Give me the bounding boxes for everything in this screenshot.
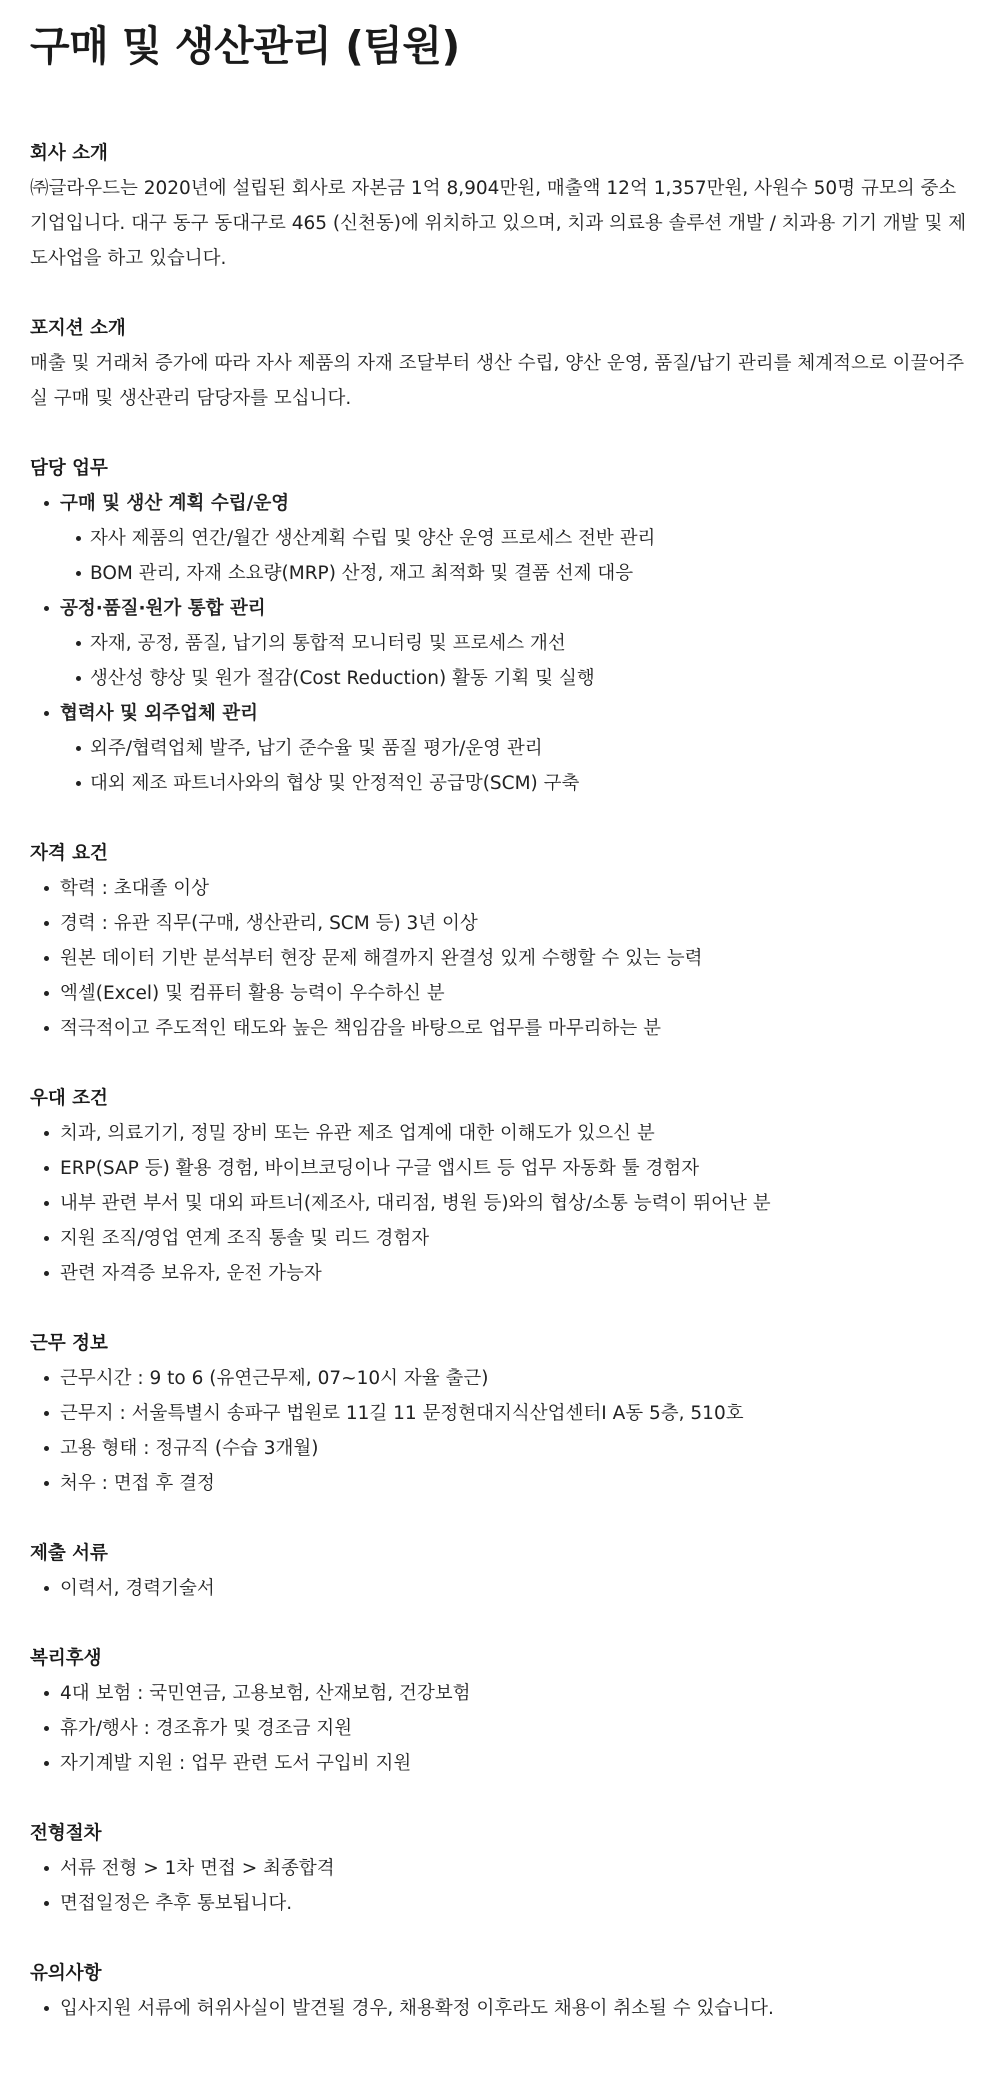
notes-section: [30, 1956, 971, 2026]
list-item: 원본 데이터 기반 분석부터 현장 문제 해결까지 완결성 있게 수행할 수 있는 능력: [30, 941, 971, 976]
work-heading: 근무 정보: [30, 1333, 108, 1354]
duties-section: [30, 451, 971, 801]
list-item: 자재, 공정, 품질, 납기의 통합적 모니터링 및 프로세스 개선: [60, 626, 971, 661]
documents-heading: 제출 서류: [30, 1543, 108, 1564]
list-item: 외주/협력업체 발주, 납기 준수율 및 품질 평가/운영 관리: [60, 731, 971, 766]
list-item: 내부 관련 부서 및 대외 파트너(제조사, 대리점, 병원 등)와의 협상/소통 능력이 뛰어난 분: [30, 1186, 971, 1221]
list-item: 입사지원 서류에 허위사실이 발견될 경우, 채용확정 이후라도 채용이 취소될 수 있습니다.: [30, 1991, 971, 2026]
list-item: 이력서, 경력기술서: [30, 1571, 971, 1606]
duties-heading: 담당 업무: [30, 458, 108, 479]
requirements-list: [30, 871, 971, 1046]
page-title: 구매 및 생산관리 (팀원): [30, 22, 460, 70]
benefits-heading: 복리후생: [30, 1648, 102, 1669]
company-text: ㈜글라우드는 2020년에 설립된 회사로 자본금 1억 8,904만원, 매출액 12억 1,357만원, 사원수 50명 규모의 중소기업입니다. 대구 동구 동대구로 465 (신천동)에 위치하고 있으며, 치과 의료용 솔루션 개발 / 치과용 기기 개발 및 제도사업을 하고 있습니다.: [30, 178, 967, 269]
duty-group: [30, 696, 971, 801]
duty-sublist: [60, 731, 971, 801]
list-item: 4대 보험 : 국민연금, 고용보험, 산재보험, 건강보험: [30, 1676, 971, 1711]
documents-section: [30, 1536, 971, 1606]
duty-group: [30, 591, 971, 696]
company-heading: 회사 소개: [30, 143, 108, 164]
process-section: [30, 1816, 971, 1921]
list-item: 치과, 의료기기, 정밀 장비 또는 유관 제조 업계에 대한 이해도가 있으신 분: [30, 1116, 971, 1151]
work-section: [30, 1326, 971, 1501]
notes-heading: 유의사항: [30, 1963, 102, 1984]
list-item: 경력 : 유관 직무(구매, 생산관리, SCM 등) 3년 이상: [30, 906, 971, 941]
documents-list: [30, 1571, 971, 1606]
list-item: 지원 조직/영업 연계 조직 통솔 및 리드 경험자: [30, 1221, 971, 1256]
duties-list: [30, 486, 971, 801]
duty-group: [30, 486, 971, 591]
list-item: 근무지 : 서울특별시 송파구 법원로 11길 11 문정현대지식산업센터I A동 5층, 510호: [30, 1396, 971, 1431]
list-item: BOM 관리, 자재 소요량(MRP) 산정, 재고 최적화 및 결품 선제 대응: [60, 556, 971, 591]
requirements-heading: 자격 요건: [30, 843, 108, 864]
list-item: ERP(SAP 등) 활용 경험, 바이브코딩이나 구글 앱시트 등 업무 자동화 툴 경험자: [30, 1151, 971, 1186]
benefits-list: [30, 1676, 971, 1781]
work-list: [30, 1361, 971, 1501]
list-item: 자기계발 지원 : 업무 관련 도서 구입비 지원: [30, 1746, 971, 1781]
list-item: 근무시간 : 9 to 6 (유연근무제, 07~10시 자율 출근): [30, 1361, 971, 1396]
list-item: 서류 전형 > 1차 면접 > 최종합격: [30, 1851, 971, 1886]
list-item: 휴가/행사 : 경조휴가 및 경조금 지원: [30, 1711, 971, 1746]
duty-group-title: 협력사 및 외주업체 관리: [60, 703, 259, 724]
list-item: 학력 : 초대졸 이상: [30, 871, 971, 906]
preferred-heading: 우대 조건: [30, 1088, 108, 1109]
position-text: 매출 및 거래처 증가에 따라 자사 제품의 자재 조달부터 생산 수립, 양산 운영, 품질/납기 관리를 체계적으로 이끌어주실 구매 및 생산관리 담당자를 모십니다.: [30, 353, 965, 409]
duty-group-title: 구매 및 생산 계획 수립/운영: [60, 493, 290, 514]
list-item: 대외 제조 파트너사와의 협상 및 안정적인 공급망(SCM) 구축: [60, 766, 971, 801]
preferred-list: [30, 1116, 971, 1291]
list-item: 고용 형태 : 정규직 (수습 3개월): [30, 1431, 971, 1466]
benefits-section: [30, 1641, 971, 1781]
list-item: 엑셀(Excel) 및 컴퓨터 활용 능력이 우수하신 분: [30, 976, 971, 1011]
process-heading: 전형절차: [30, 1823, 102, 1844]
list-item: 적극적이고 주도적인 태도와 높은 책임감을 바탕으로 업무를 마무리하는 분: [30, 1011, 971, 1046]
preferred-section: [30, 1081, 971, 1291]
list-item: 면접일정은 추후 통보됩니다.: [30, 1886, 971, 1921]
position-heading: 포지션 소개: [30, 318, 126, 339]
duty-sublist: [60, 521, 971, 591]
company-section: [30, 136, 971, 276]
notes-list: [30, 1991, 971, 2026]
process-list: [30, 1851, 971, 1921]
list-item: 처우 : 면접 후 결정: [30, 1466, 971, 1501]
position-section: [30, 311, 971, 416]
duty-sublist: [60, 626, 971, 696]
duty-group-title: 공정·품질·원가 통합 관리: [60, 598, 266, 619]
requirements-section: [30, 836, 971, 1046]
list-item: 생산성 향상 및 원가 절감(Cost Reduction) 활동 기획 및 실행: [60, 661, 971, 696]
list-item: 자사 제품의 연간/월간 생산계획 수립 및 양산 운영 프로세스 전반 관리: [60, 521, 971, 556]
list-item: 관련 자격증 보유자, 운전 가능자: [30, 1256, 971, 1291]
